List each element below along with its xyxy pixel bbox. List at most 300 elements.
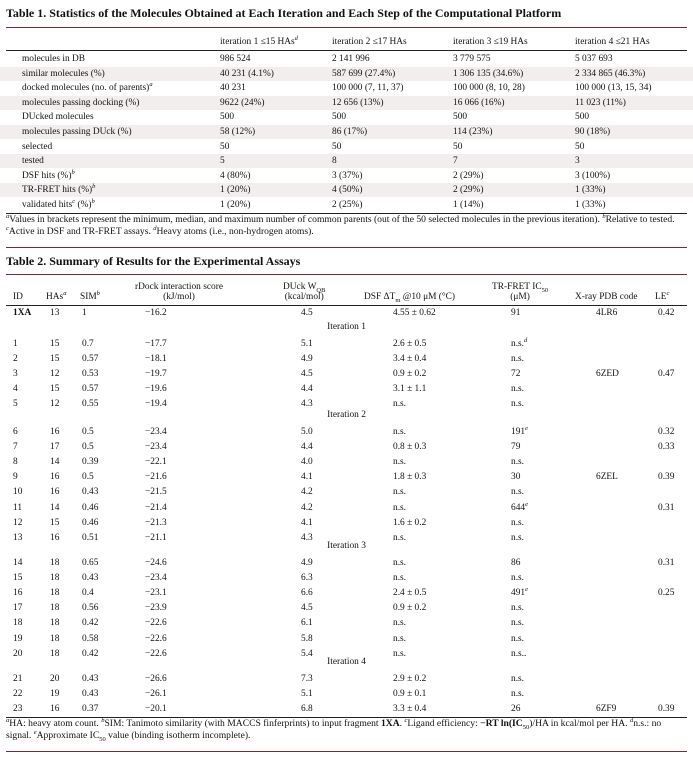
table1-cell: 100 000 (8, 10, 28) bbox=[453, 83, 525, 94]
cell-duck: 5.0 bbox=[301, 427, 313, 437]
cell-ha: 16 bbox=[50, 532, 60, 543]
col-sim-header: SIM$^b$ bbox=[80, 289, 100, 302]
table1-cell: 4 (50%) bbox=[332, 185, 363, 196]
cell-rdock: −23.1 bbox=[145, 588, 167, 599]
table1-cell: 90 (18%) bbox=[575, 127, 611, 137]
table1-cell: 1 (20%) bbox=[220, 185, 251, 196]
cell-sim: 0.56 bbox=[82, 603, 99, 614]
row-label: selected bbox=[22, 141, 53, 152]
cell-duck: 5.4 bbox=[301, 648, 313, 659]
table1-cell: 9622 (24%) bbox=[220, 97, 265, 108]
table1-cell: 114 (23%) bbox=[453, 127, 493, 137]
cell-duck: 4.9 bbox=[301, 354, 313, 365]
cell-le: 0.31 bbox=[658, 502, 675, 513]
cell-dsf: n.s. bbox=[393, 618, 407, 629]
cell-sim: 0.51 bbox=[82, 532, 99, 543]
cell-duck: 4.4 bbox=[301, 442, 313, 453]
cell-id: 17 bbox=[13, 603, 23, 614]
cell-dsf: n.s. bbox=[393, 532, 407, 543]
cell-id: 9 bbox=[13, 472, 18, 483]
cell-id: 20 bbox=[13, 648, 23, 659]
cell-tr: n.s. bbox=[511, 633, 525, 644]
cell-dsf: 0.9 ± 0.2 bbox=[393, 369, 427, 380]
cell-le: 0.32 bbox=[658, 427, 675, 437]
cell-pdb: 6ZEL bbox=[596, 472, 618, 483]
cell-duck: 6.6 bbox=[301, 588, 313, 599]
cell-duck: 4.3 bbox=[301, 399, 313, 410]
cell-dsf: n.s. bbox=[393, 558, 407, 568]
cell-ha: 16 bbox=[50, 487, 60, 498]
cell-sim: 0.53 bbox=[82, 369, 99, 380]
cell-id: 3 bbox=[13, 369, 18, 380]
cell-dsf: 2.4 ± 0.5 bbox=[393, 588, 427, 599]
cell-id: 4 bbox=[13, 384, 18, 395]
cell-id: 8 bbox=[13, 457, 18, 468]
cell-tr: n.s. bbox=[511, 457, 525, 468]
cell-dsf: n.s. bbox=[393, 633, 407, 644]
cell-duck: 5.1 bbox=[301, 689, 313, 700]
cell-sim: 0.42 bbox=[82, 648, 99, 659]
cell-rdock: −18.1 bbox=[145, 354, 167, 365]
cell-duck: 4.2 bbox=[301, 487, 313, 498]
cell-rdock: −20.1 bbox=[145, 704, 167, 715]
table2-footnote: $^a$HA: heavy atom count. $^b$SIM: Tanimoto similarity (with MACCS finferprints) to input fragment 1XA. $^c$Ligand efficiency: −RT $\ln(IC_{50})/HA$ in kcal/mol per HA. $^d$n.s.: no signal. $^e$Approximate $IC_{50}$ value (binding isotherm incomplete). bbox=[6, 716, 662, 744]
table1-cell: 4 (80%) bbox=[220, 170, 251, 181]
cell-id: 7 bbox=[13, 442, 18, 453]
table2-top-rule bbox=[6, 274, 687, 275]
table1-cell: 5 037 693 bbox=[575, 54, 613, 64]
table2-footnote-d: n.s.: no signal. bbox=[6, 718, 662, 742]
cell-tr: n.s. bbox=[511, 487, 525, 498]
cell-sim: 0.39 bbox=[82, 457, 99, 468]
cell-rdock: −21.5 bbox=[145, 487, 167, 498]
cell-rdock: −19.7 bbox=[145, 369, 167, 380]
table1-row bbox=[0, 96, 693, 110]
table2-caption: Table 2. Summary of Results for the Experimental Assays bbox=[6, 254, 301, 268]
cell-sim: 0.42 bbox=[82, 618, 99, 629]
cell-duck: 4.9 bbox=[301, 558, 313, 568]
table1-cell: 1 (20%) bbox=[220, 200, 251, 210]
table1-cell: 2 334 865 (46.3%) bbox=[575, 68, 646, 79]
cell-sim: 0.57 bbox=[82, 354, 99, 365]
row-label: molecules in DB bbox=[22, 54, 86, 64]
cell-ha: 14 bbox=[50, 502, 60, 513]
cell-dsf: n.s. bbox=[393, 427, 407, 437]
cell-le: 0.47 bbox=[658, 369, 675, 380]
table1-row bbox=[0, 169, 693, 183]
row-label: similar molecules (%) bbox=[22, 68, 105, 79]
cell-tr: n.s. bbox=[511, 573, 525, 584]
cell-rdock: −22.1 bbox=[145, 457, 167, 468]
table1-cell: 50 bbox=[453, 141, 463, 152]
table2-row bbox=[0, 688, 693, 702]
col-pdb-header: X-ray PDB code bbox=[575, 292, 638, 302]
cell-sim: 1 bbox=[82, 308, 87, 318]
cell-duck: 5.1 bbox=[301, 339, 313, 349]
cell-rdock: −26.6 bbox=[145, 674, 167, 684]
row-label: DUcked molecules bbox=[22, 112, 94, 123]
cell-rdock: −23.4 bbox=[145, 573, 167, 584]
table1-row bbox=[0, 140, 693, 154]
cell-le: 0.33 bbox=[658, 442, 675, 453]
table1-cell: 500 bbox=[575, 112, 590, 123]
table2-row bbox=[0, 307, 693, 321]
table1-cell: 86 (17%) bbox=[332, 127, 368, 137]
cell-pdb: 4LR6 bbox=[596, 308, 618, 318]
cell-rdock: −19.4 bbox=[145, 399, 167, 410]
cell-tr: 72 bbox=[511, 369, 521, 380]
cell-tr: n.s. bbox=[511, 603, 525, 614]
cell-ha: 16 bbox=[50, 427, 60, 437]
cell-tr: n.s. bbox=[511, 532, 525, 543]
cell-id: 19 bbox=[13, 633, 23, 644]
cell-sim: 0.43 bbox=[82, 674, 99, 684]
cell-duck: 7.3 bbox=[301, 674, 313, 684]
table2-row bbox=[0, 426, 693, 440]
row-label: validated hits$^c$ (%)$^b$ bbox=[22, 197, 95, 210]
table1-cell: 986 524 bbox=[220, 54, 251, 64]
cell-ha: 15 bbox=[50, 339, 60, 349]
cell-tr: n.s. bbox=[511, 517, 525, 528]
col-rdock-header: rDock interaction score (kJ/mol) bbox=[135, 282, 223, 303]
cell-dsf: 3.1 ± 1.1 bbox=[393, 384, 427, 395]
cell-le: 0.31 bbox=[658, 558, 675, 568]
table1-cell: 50 bbox=[332, 141, 342, 152]
table1-footnote-a: Values in brackets represent the minimum, median, and maximum number of common parents (out of the 50 selected molecules in the previous iteration). bbox=[9, 214, 600, 225]
cell-duck: 4.2 bbox=[301, 502, 313, 513]
col-le-header: $LE^c$ bbox=[655, 289, 670, 302]
table1-col-header: iteration 2 ≤17 HAs bbox=[332, 37, 407, 47]
cell-rdock: −22.6 bbox=[145, 648, 167, 659]
cell-rdock: −21.6 bbox=[145, 472, 167, 483]
cell-tr: n.s.. bbox=[511, 648, 527, 659]
cell-tr: 79 bbox=[511, 442, 521, 453]
table2-end-rule bbox=[6, 751, 687, 752]
table2-row bbox=[0, 602, 693, 616]
table2-row bbox=[0, 703, 693, 717]
cell-sim: 0.46 bbox=[82, 517, 99, 528]
row-label: TR-FRET hits (%)$^b$ bbox=[22, 183, 96, 196]
table2-header-rule bbox=[6, 305, 687, 306]
cell-le: 0.39 bbox=[658, 704, 675, 715]
cell-dsf: n.s. bbox=[393, 573, 407, 584]
cell-pdb: 6ZED bbox=[596, 369, 619, 380]
cell-id: 5 bbox=[13, 399, 18, 410]
cell-ha: 15 bbox=[50, 384, 60, 395]
table1-row bbox=[0, 67, 693, 81]
cell-id: 1 bbox=[13, 339, 18, 349]
table2-row bbox=[0, 617, 693, 631]
cell-sim: 0.58 bbox=[82, 633, 99, 644]
table1-cell: 2 141 996 bbox=[332, 54, 370, 64]
cell-rdock: −26.1 bbox=[145, 689, 167, 700]
table1-cell: 500 bbox=[332, 112, 347, 123]
row-label: docked molecules (no. of parents)$^a$ bbox=[22, 81, 153, 94]
cell-sim: 0.43 bbox=[82, 689, 99, 700]
cell-ha: 16 bbox=[50, 472, 60, 483]
cell-dsf: n.s. bbox=[393, 648, 407, 659]
cell-duck: 4.0 bbox=[301, 457, 313, 468]
table1-col-header: iteration 3 ≤19 HAs bbox=[453, 37, 528, 47]
cell-rdock: −22.6 bbox=[145, 618, 167, 629]
cell-ha: 18 bbox=[50, 558, 60, 568]
cell-sim: 0.5 bbox=[82, 427, 94, 437]
table1-header-rule bbox=[6, 50, 687, 51]
table1-cell: 2 (25%) bbox=[332, 200, 363, 210]
table1-footnote-b: Relative to tested. bbox=[605, 214, 675, 225]
cell-tr: n.s. bbox=[511, 689, 525, 700]
table1-cell: 11 023 (11%) bbox=[575, 97, 626, 108]
cell-rdock: −16.2 bbox=[145, 308, 167, 318]
table1-cell: 100 000 (7, 11, 37) bbox=[332, 83, 404, 94]
table2-row bbox=[0, 383, 693, 397]
table1-footnote: $^a$Values in brackets represent the minimum, median, and maximum number of common parents (out of the 50 selected molecules in the previous iteration). $^b$Relative to tested. $^c$Active in DSF and TR-FRET assays. $^d$Heavy atoms (i.e., non-hydrogen atoms). bbox=[6, 212, 675, 238]
cell-ha: 13 bbox=[50, 308, 60, 318]
cell-ha: 18 bbox=[50, 603, 60, 614]
table1-col-header: iteration 1 ≤15 HAs$^d$ bbox=[220, 34, 298, 47]
col-dsf-header: DSF $\Delta T_m$ @10 μM (°C) bbox=[364, 292, 456, 304]
row-label: molecules passing docking (%) bbox=[22, 97, 140, 108]
table2-footnote-b: SIM: Tanimoto similarity (with MACCS finferprints) to input fragment bbox=[104, 718, 381, 729]
cell-dsf: 3.3 ± 0.4 bbox=[393, 704, 427, 715]
table1-cell: 100 000 (13, 15, 34) bbox=[575, 83, 652, 94]
table1-cell: 16 066 (16%) bbox=[453, 97, 505, 108]
cell-dsf: 0.9 ± 0.1 bbox=[393, 689, 427, 700]
cell-sim: 0.5 bbox=[82, 442, 94, 453]
cell-ha: 15 bbox=[50, 354, 60, 365]
cell-tr: n.s. bbox=[511, 399, 525, 410]
cell-tr: n.s. bbox=[511, 354, 525, 365]
table2-footnote-e: Approximate IC bbox=[36, 730, 100, 742]
cell-tr: n.s. bbox=[511, 618, 525, 629]
table1-caption: Table 1. Statistics of the Molecules Obtained at Each Iteration and Each Step of the Computational Platform bbox=[6, 6, 562, 20]
cell-ha: 15 bbox=[50, 517, 60, 528]
table1-cell: 50 bbox=[220, 141, 230, 152]
cell-id: 12 bbox=[13, 517, 23, 528]
iteration-label: Iteration 2 bbox=[327, 410, 366, 420]
table2-row bbox=[0, 338, 693, 352]
cell-dsf: 4.55 ± 0.62 bbox=[393, 308, 436, 318]
col-id-header: ID bbox=[13, 292, 23, 302]
cell-id: 23 bbox=[13, 704, 23, 715]
table1-footnote-d: Heavy atoms (i.e., non-hydrogen atoms). bbox=[156, 226, 314, 238]
row-label: tested bbox=[22, 156, 44, 167]
cell-id: 21 bbox=[13, 674, 23, 684]
cell-tr: n.s. bbox=[511, 384, 525, 395]
cell-duck: 4.1 bbox=[301, 472, 313, 483]
cell-tr: 86 bbox=[511, 558, 521, 568]
table1-cell: 40 231 bbox=[220, 83, 246, 94]
table2-footnote-c: Ligand efficiency: bbox=[407, 718, 481, 729]
cell-id: 16 bbox=[13, 588, 23, 599]
cell-id: 10 bbox=[13, 487, 23, 498]
cell-id: 11 bbox=[13, 502, 23, 513]
table2-row bbox=[0, 502, 693, 516]
table2-row bbox=[0, 456, 693, 470]
cell-tr: 91 bbox=[511, 308, 521, 318]
cell-dsf: 1.8 ± 0.3 bbox=[393, 472, 427, 483]
cell-ha: 18 bbox=[50, 648, 60, 659]
cell-rdock: −19.6 bbox=[145, 384, 167, 395]
cell-sim: 0.55 bbox=[82, 399, 99, 410]
table1-end-rule bbox=[6, 247, 687, 248]
table1-row bbox=[0, 198, 693, 212]
table1-cell: 7 bbox=[453, 156, 458, 167]
cell-rdock: −22.6 bbox=[145, 633, 167, 644]
cell-ha: 18 bbox=[50, 573, 60, 584]
cell-rdock: −23.4 bbox=[145, 427, 167, 437]
cell-pdb: 6ZF9 bbox=[596, 704, 617, 715]
cell-le: 0.39 bbox=[658, 472, 675, 483]
table1-cell: 2 (29%) bbox=[453, 170, 484, 181]
cell-duck: 6.8 bbox=[301, 704, 313, 715]
cell-ha: 19 bbox=[50, 689, 60, 700]
table1-cell: 3 (100%) bbox=[575, 170, 611, 181]
cell-dsf: 0.8 ± 0.3 bbox=[393, 442, 427, 453]
cell-sim: 0.4 bbox=[82, 588, 94, 599]
col-ha-header: HAs$^a$ bbox=[46, 289, 67, 302]
cell-le: 0.42 bbox=[658, 308, 675, 318]
table1-cell: 1 306 135 (34.6%) bbox=[453, 68, 524, 79]
table1-row bbox=[0, 110, 693, 124]
cell-dsf: 2.9 ± 0.2 bbox=[393, 674, 427, 684]
table2-row bbox=[0, 673, 693, 687]
cell-dsf: n.s. bbox=[393, 399, 407, 410]
cell-duck: 4.1 bbox=[301, 517, 313, 528]
cell-dsf: 1.6 ± 0.2 bbox=[393, 517, 427, 528]
iteration-label: Iteration 3 bbox=[327, 541, 366, 551]
table2-row bbox=[0, 633, 693, 647]
cell-id: 22 bbox=[13, 689, 23, 700]
cell-ha: 12 bbox=[50, 399, 60, 410]
cell-sim: 0.43 bbox=[82, 487, 99, 498]
cell-id: 14 bbox=[13, 558, 23, 568]
cell-ha: 16 bbox=[50, 704, 60, 715]
cell-rdock: −24.6 bbox=[145, 558, 167, 568]
table2-row bbox=[0, 353, 693, 367]
table1-cell: 3 bbox=[575, 156, 580, 167]
cell-id: 18 bbox=[13, 618, 23, 629]
table1-cell: 500 bbox=[220, 112, 235, 123]
cell-dsf: n.s. bbox=[393, 502, 407, 513]
cell-tr: n.s. bbox=[511, 674, 525, 684]
cell-dsf: 2.6 ± 0.5 bbox=[393, 339, 427, 349]
cell-tr: n.s.$^d$ bbox=[511, 336, 528, 349]
cell-ha: 12 bbox=[50, 369, 60, 380]
table1-cell: 2 (29%) bbox=[453, 185, 484, 196]
cell-id: 13 bbox=[13, 532, 23, 543]
cell-dsf: 3.4 ± 0.4 bbox=[393, 354, 427, 365]
cell-sim: 0.65 bbox=[82, 558, 99, 568]
cell-tr: 491e bbox=[511, 586, 528, 599]
table2-row bbox=[0, 517, 693, 531]
cell-tr: 30 bbox=[511, 472, 521, 483]
cell-tr: 191e bbox=[511, 424, 528, 437]
iteration-label: Iteration 4 bbox=[327, 657, 366, 667]
table1-cell: 1 (33%) bbox=[575, 200, 606, 210]
cell-ha: 14 bbox=[50, 457, 60, 468]
cell-dsf: n.s. bbox=[393, 487, 407, 498]
cell-rdock: −17.7 bbox=[145, 339, 167, 349]
table1-cell: 1 (14%) bbox=[453, 200, 484, 210]
row-label: molecules passing DUck (%) bbox=[22, 127, 132, 137]
cell-sim: 0.7 bbox=[82, 339, 94, 349]
cell-rdock: −23.4 bbox=[145, 442, 167, 453]
cell-sim: 0.37 bbox=[82, 704, 99, 715]
table1-cell: 500 bbox=[453, 112, 468, 123]
table1-col-header: iteration 4 ≤21 HAs bbox=[575, 37, 650, 47]
table1-cell: 40 231 (4.1%) bbox=[220, 68, 274, 79]
table1-footnote-c: Active in DSF and TR-FRET assays. bbox=[8, 226, 151, 238]
table1-row bbox=[0, 81, 693, 95]
cell-ha: 18 bbox=[50, 618, 60, 629]
cell-rdock: −21.4 bbox=[145, 502, 167, 513]
table2-row bbox=[0, 471, 693, 485]
cell-duck: 6.3 bbox=[301, 573, 313, 584]
table1-cell: 58 (12%) bbox=[220, 127, 256, 137]
cell-duck: 4.3 bbox=[301, 532, 313, 543]
cell-duck: 5.8 bbox=[301, 633, 313, 644]
cell-rdock: −21.3 bbox=[145, 517, 167, 528]
table2-row bbox=[0, 587, 693, 601]
cell-duck: 4.5 bbox=[301, 369, 313, 380]
table1-row bbox=[0, 154, 693, 168]
cell-dsf: n.s. bbox=[393, 457, 407, 468]
cell-sim: 0.57 bbox=[82, 384, 99, 395]
table1-cell: 12 656 (13%) bbox=[332, 97, 384, 108]
cell-ha: 17 bbox=[50, 442, 60, 453]
table2-row bbox=[0, 572, 693, 586]
cell-duck: 6.1 bbox=[301, 618, 313, 629]
table2-row bbox=[0, 368, 693, 382]
table2-footnote-a: HA: heavy atom count. bbox=[9, 718, 99, 729]
cell-sim: 0.43 bbox=[82, 573, 99, 584]
cell-duck: 4.5 bbox=[301, 603, 313, 614]
cell-id: 1XA bbox=[13, 308, 32, 318]
table1-row bbox=[0, 183, 693, 197]
cell-sim: 0.5 bbox=[82, 472, 94, 483]
table1-cell: 1 (33%) bbox=[575, 185, 606, 196]
table1-cell: 3 (37%) bbox=[332, 170, 363, 181]
col-trfret-header: TR-FRET $IC_{50}$ (μM) bbox=[492, 282, 549, 303]
table2-row bbox=[0, 557, 693, 571]
cell-rdock: −21.1 bbox=[145, 532, 167, 543]
cell-tr: 644e bbox=[511, 500, 528, 513]
cell-le: 0.25 bbox=[658, 588, 675, 599]
table1-row bbox=[0, 125, 693, 139]
table1-top-rule bbox=[6, 27, 687, 28]
cell-tr: 26 bbox=[511, 704, 521, 715]
table2-row bbox=[0, 486, 693, 500]
col-duck-header: DUck $W_{QB}$ (kcal/mol) bbox=[283, 282, 326, 303]
table1-cell: 50 bbox=[575, 141, 585, 152]
iteration-label: Iteration 1 bbox=[327, 322, 366, 332]
table1-cell: 3 779 575 bbox=[453, 54, 491, 64]
table1-row bbox=[0, 52, 693, 66]
table2-row bbox=[0, 441, 693, 455]
cell-sim: 0.46 bbox=[82, 502, 99, 513]
cell-ha: 18 bbox=[50, 633, 60, 644]
cell-dsf: 0.9 ± 0.2 bbox=[393, 603, 427, 614]
row-label: DSF hits (%)$^b$ bbox=[22, 168, 75, 181]
table1-cell: 8 bbox=[332, 156, 337, 167]
table1-cell: 5 bbox=[220, 156, 225, 167]
cell-duck: 4.5 bbox=[301, 308, 313, 318]
cell-id: 6 bbox=[13, 427, 18, 437]
cell-duck: 4.4 bbox=[301, 384, 313, 395]
cell-ha: 20 bbox=[50, 674, 60, 684]
cell-ha: 18 bbox=[50, 588, 60, 599]
